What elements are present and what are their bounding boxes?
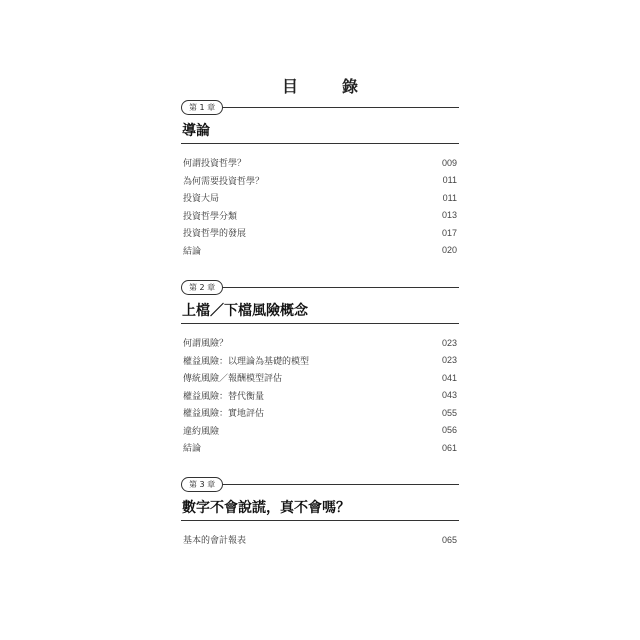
- entry-page-number: 061: [441, 442, 457, 453]
- entry-page-number: 065: [441, 534, 457, 545]
- chapter-header: [181, 477, 459, 493]
- toc-entries: [181, 334, 459, 457]
- toc-entries: [181, 531, 459, 549]
- entry-label: 為何需要投資哲學？: [183, 176, 265, 187]
- chapter-header: [181, 100, 459, 116]
- entry-label: 投資大局: [183, 194, 220, 205]
- entry-label: 權益風險：以理論為基礎的模型: [183, 356, 310, 367]
- toc-entry[interactable]: [181, 369, 459, 387]
- chapter-1: [181, 100, 459, 259]
- entry-label: 結論: [183, 444, 202, 455]
- entry-label: 權益風險：替代衡量: [183, 391, 265, 402]
- entry-label: 何謂投資哲學？: [183, 159, 247, 170]
- chapter-divider: [185, 287, 459, 288]
- chapter-header: [181, 280, 459, 296]
- entry-page-number: 009: [441, 157, 457, 168]
- chapter-badge: 第 3 章: [181, 477, 223, 492]
- entry-page-number: 017: [441, 227, 457, 238]
- chapter-title: 導論: [182, 123, 210, 139]
- entry-page-number: 055: [441, 407, 457, 418]
- chapter-3: [181, 477, 459, 549]
- toc-entry[interactable]: [181, 224, 459, 242]
- page-title: 目 錄: [281, 77, 372, 96]
- entry-page-number: 011: [442, 175, 457, 186]
- chapter-title: 數字不會說謊，真不會嗎？: [182, 500, 350, 516]
- chapter-divider: [185, 107, 459, 108]
- entry-label: 何謂風險？: [183, 339, 229, 350]
- toc-entries: [181, 154, 459, 259]
- toc-entry[interactable]: [181, 387, 459, 405]
- chapter-badge: 第 2 章: [181, 280, 223, 295]
- entry-label: 權益風險：實地評估: [183, 409, 265, 420]
- toc-entry[interactable]: [181, 334, 459, 352]
- chapter-badge: 第 1 章: [181, 100, 223, 115]
- toc-entry[interactable]: [181, 172, 459, 190]
- entry-label: 投資哲學的發展: [183, 229, 247, 240]
- chapter-divider: [181, 143, 459, 144]
- entry-label: 基本的會計報表: [183, 536, 247, 547]
- entry-page-number: 056: [441, 425, 457, 436]
- toc-entry[interactable]: [181, 154, 459, 172]
- entry-page-number: 013: [441, 210, 457, 221]
- entry-page-number: 011: [442, 192, 457, 203]
- entry-page-number: 023: [441, 337, 457, 348]
- entry-page-number: 020: [441, 245, 457, 256]
- entry-label: 結論: [183, 246, 202, 257]
- toc-entry[interactable]: [181, 242, 459, 260]
- toc-entry[interactable]: [181, 439, 459, 457]
- entry-label: 投資哲學分類: [183, 211, 238, 222]
- entry-label: 違約風險: [183, 426, 220, 437]
- chapter-divider: [181, 323, 459, 324]
- entry-page-number: 023: [441, 355, 457, 366]
- entry-page-number: 043: [441, 390, 457, 401]
- toc-entry[interactable]: [181, 404, 459, 422]
- entry-page-number: 041: [441, 372, 457, 383]
- toc-entry[interactable]: [181, 531, 459, 549]
- toc-entry[interactable]: [181, 422, 459, 440]
- toc-entry[interactable]: [181, 189, 459, 207]
- toc-entry[interactable]: [181, 352, 459, 370]
- toc-entry[interactable]: [181, 207, 459, 225]
- chapter-divider: [181, 520, 459, 521]
- entry-label: 傳統風險／報酬模型評估: [183, 374, 283, 385]
- chapter-divider: [185, 484, 459, 485]
- chapter-title: 上檔／下檔風險概念: [182, 303, 308, 319]
- chapter-2: [181, 280, 459, 457]
